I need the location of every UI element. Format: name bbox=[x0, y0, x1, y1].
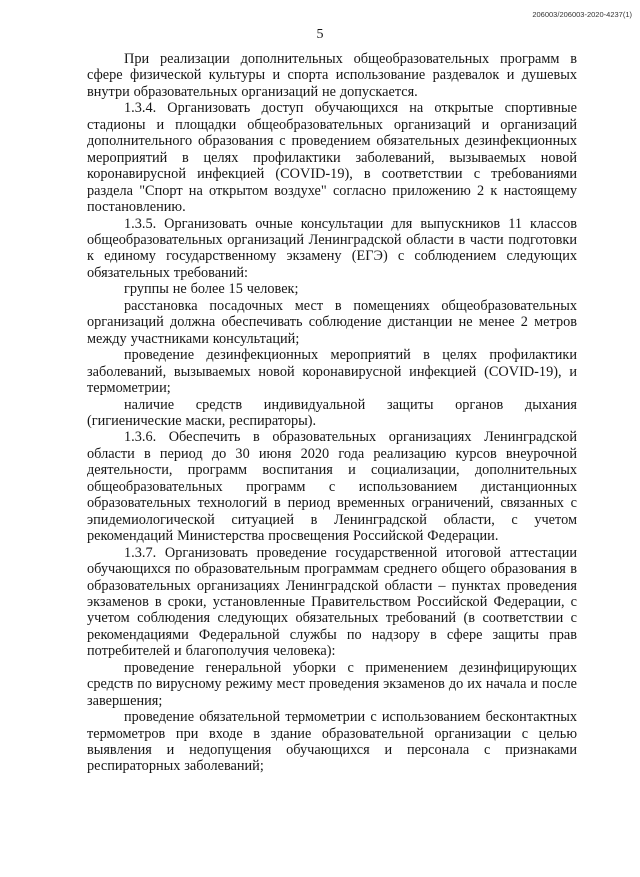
paragraph-1-3-4: 1.3.4. Организовать доступ обучающихся на открытые спортивные стадионы и площадки общеобразовательных организаций и организаций дополнительного образования с проведением обязательных дезинфекционных мероприятий в целях профилактики заболеваний, вызываемых новой коронавирусной инфекцией (COVID-19), в соответствии с требованиями раздела "Спорт на открытом воздухе" согласно приложению 2 к настоящему постановлению. bbox=[87, 100, 577, 216]
requirement-seating-distance: расстановка посадочных мест в помещениях общеобразовательных организаций должна обеспечивать соблюдение дистанции не менее 2 метров между участниками консультаций; bbox=[87, 297, 577, 347]
page-number: 5 bbox=[316, 27, 324, 42]
requirement-group-size: группы не более 15 человек; bbox=[124, 281, 299, 298]
paragraph-1-3-6: 1.3.6. Обеспечить в образовательных организациях Ленинградской области в период до 30 июня 2020 года реализацию курсов внеурочной деятельности, программ воспитания и социализации, дополнительных общеобразовательных программ с использованием дистанционных образовательных технологий в период временных ограничений, связанных с эпидемиологической ситуацией в Ленинградской области, с учетом рекомендаций Министерства просвещения Российской Федерации. bbox=[87, 429, 577, 545]
requirement-general-cleaning: проведение генеральной уборки с применением дезинфицирующих средств по вирусному режиму мест проведения экзаменов до их начала и после завершения; bbox=[87, 659, 577, 709]
paragraph-changing-rooms: При реализации дополнительных общеобразовательных программ в сфере физической культуры и спорта использование раздевалок и душевых внутри образовательных организаций не допускается. bbox=[87, 51, 577, 100]
document-registration-number: 206003/206003-2020-4237(1) bbox=[532, 10, 632, 19]
document-body bbox=[87, 51, 577, 775]
requirement-thermometry: проведение обязательной термометрии с использованием бесконтактных термометров при входе в здание образовательной организации с целью выявления и недопущения обучающихся и персонала с признаками респираторных заболеваний; bbox=[87, 709, 577, 775]
paragraph-1-3-7: 1.3.7. Организовать проведение государственной итоговой аттестации обучающихся по образовательным программам среднего общего образования в образовательных организациях Ленинградской области – пунктах проведения экзаменов в сроки, установленные Правительством Российской Федерации, с учетом соблюдения следующих обязательных требований (в соответствии с рекомендациями Федеральной службы по надзору в сфере защиты прав потребителей и благополучия человека): bbox=[87, 544, 577, 660]
requirement-protective-equipment: наличие средств индивидуальной защиты органов дыхания (гигиенические маски, респираторы). bbox=[87, 396, 577, 429]
paragraph-1-3-5: 1.3.5. Организовать очные консультации для выпускников 11 классов общеобразовательных организаций Ленинградской области в части подготовки к единому государственному экзамену (ЕГЭ) с соблюдением следующих обязательных требований: bbox=[87, 215, 577, 281]
requirement-disinfection: проведение дезинфекционных мероприятий в целях профилактики заболеваний, вызываемых новой коронавирусной инфекцией (COVID-19), и термометрии; bbox=[87, 347, 577, 397]
